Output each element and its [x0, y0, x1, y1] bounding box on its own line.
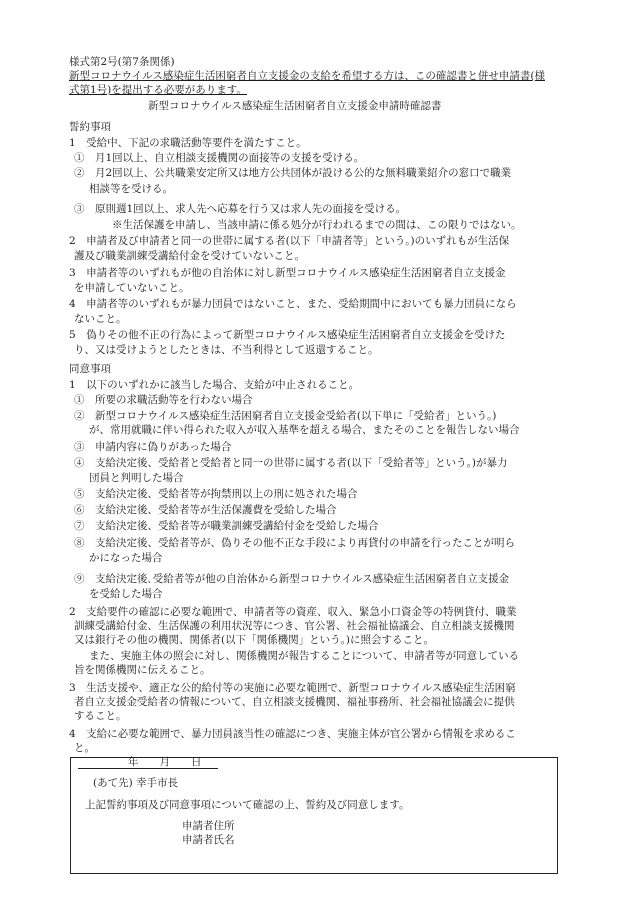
date-underline [78, 768, 218, 769]
consent-line: 4 支給に必要な範囲で、暴力団員該当性の確認につき、実施主体が官公署から情報を求めるこ [69, 728, 516, 740]
notice-line-1: 新型コロナウイルス感染症生活困窮者自立支援金の支給を希望する方は、この確認書と併せ申請書(様 [69, 70, 545, 82]
signature-box [70, 757, 558, 874]
consent-line: ⑥ 支給決定後、受給者等が生活保護費を受給した場合 [74, 504, 337, 516]
consent-line: 団員と判明した場合 [89, 472, 184, 484]
pledge-line: ※生活保護を申請し、当該申請に係る処分が行われるまでの間は、この限りではない。 [112, 219, 522, 231]
consent-line: ④ 支給決定後、受給者と受給者と同一の世帯に属する者(以下「受給者等」という。)が暴力 [74, 457, 508, 469]
consent-line: すること。 [74, 710, 127, 722]
consent-line: また、実施主体の照会に対し、関係機関が報告することについて、申請者等が同意している [89, 650, 520, 662]
pledge-line: 3 申請者等のいずれもが他の自治体に対し新型コロナウイルス感染症生活困窮者自立支援金 [69, 267, 506, 279]
pledge-line: を申請していないこと。 [74, 282, 190, 294]
document-title: 新型コロナウイルス感染症生活困窮者自立支援金申請時確認書 [148, 100, 442, 112]
date-label: 年 月 日 [128, 756, 202, 768]
form-number: 様式第2号(第7条関係) [69, 56, 175, 68]
pledge-line: 2 申請者及び申請者と同一の世帯に属する者(以下「申請者等」という。)のいずれもが生活保 [69, 235, 510, 247]
consent-line: かになった場合 [89, 552, 163, 564]
consent-line: ⑨ 支給決定後､受給者等が他の自治体から新型コロナウイルス感染症生活困窮者自立支援金 [74, 573, 510, 585]
pledge-line: 相談等を受ける。 [89, 183, 173, 195]
applicant-address-label: 申請者住所 [182, 820, 235, 832]
consent-line: 2 支給要件の確認に必要な範囲で、申請者等の資産、収入、緊急小口資金等の特例貸付、職業 [69, 606, 517, 618]
consent-line: ① 所要の求職活動等を行わない場合 [74, 394, 253, 406]
consent-statement: 上記誓約事項及び同意事項について確認の上、誓約及び同意します。 [85, 799, 410, 811]
consent-line: と。 [74, 742, 95, 754]
pledge-line: り、又は受けようとしたときは、不当利得として返還すること。 [74, 344, 379, 356]
consent-line: ⑧ 支給決定後、受給者等が、偽りその他不正な手段により再貸付の申請を行ったことが明ら [74, 537, 515, 549]
pledge-line: ① 月1回以上、自立相談支援機関の面接等の支援を受ける。 [74, 152, 365, 164]
consent-line: ⑤ 支給決定後、受給者等が拘禁刑以上の刑に処された場合 [74, 488, 358, 500]
pledge-heading: 誓約事項 [69, 121, 111, 133]
consent-heading: 同意事項 [69, 363, 111, 375]
consent-line: 又は銀行その他の機関、関係者(以下「関係機関」という。)に照会すること。 [74, 634, 434, 646]
notice-line-2: 式第1号)を提出する必要があります。 [69, 84, 247, 96]
consent-line: ⑦ 支給決定後、受給者等が職業訓練受講給付金を受給した場合 [74, 520, 379, 532]
pledge-line: 1 受給中、下記の求職活動等要件を満たすこと。 [69, 137, 307, 149]
applicant-name-label: 申請者氏名 [182, 834, 235, 846]
consent-line: を受給した場合 [89, 588, 163, 600]
consent-line: 1 以下のいずれかに該当した場合、支給が中止されること。 [69, 379, 360, 391]
consent-line: 者自立支援金受給者の情報について、自立相談支援機関、福祉事務所、社会福祉協議会に提供 [74, 696, 515, 708]
consent-line: 旨を関係機関に伝えること。 [74, 664, 211, 676]
pledge-line: ② 月2回以上、公共職業安定所又は地方公共団体が設ける公的な無料職業紹介の窓口で職業 [74, 167, 512, 179]
consent-line: 3 生活支援や、適正な公的給付等の実施に必要な範囲で、新型コロナウイルス感染症生活困窮 [69, 682, 516, 694]
pledge-line: 4 申請者等のいずれもが暴力団員ではないこと、また、受給期間中においても暴力団員になら [69, 298, 517, 310]
consent-line: ③ 申請内容に偽りがあった場合 [74, 441, 232, 453]
pledge-line: 5 偽りその他不正の行為によって新型コロナウイルス感染症生活困窮者自立支援金を受けた [69, 329, 506, 341]
consent-line: が、常用就職に伴い得られた収入が収入基準を超える場合、またそのことを報告しない場合 [89, 424, 520, 436]
consent-line: ② 新型コロナウイルス感染症生活困窮者自立支援金受給者(以下単に「受給者」という。) [74, 410, 497, 422]
addressee: (あて先) 幸手市長 [93, 777, 179, 789]
pledge-line: ③ 原則週1回以上、求人先へ応募を行う又は求人先の面接を受ける。 [74, 203, 407, 215]
pledge-line: 護及び職業訓練受講給付金を受けていないこと。 [74, 250, 305, 262]
consent-line: 訓練受講給付金、生活保護の利用状況等につき、官公署、社会福祉協議会、自立相談支援機関 [74, 620, 515, 632]
pledge-line: ないこと。 [74, 313, 127, 325]
